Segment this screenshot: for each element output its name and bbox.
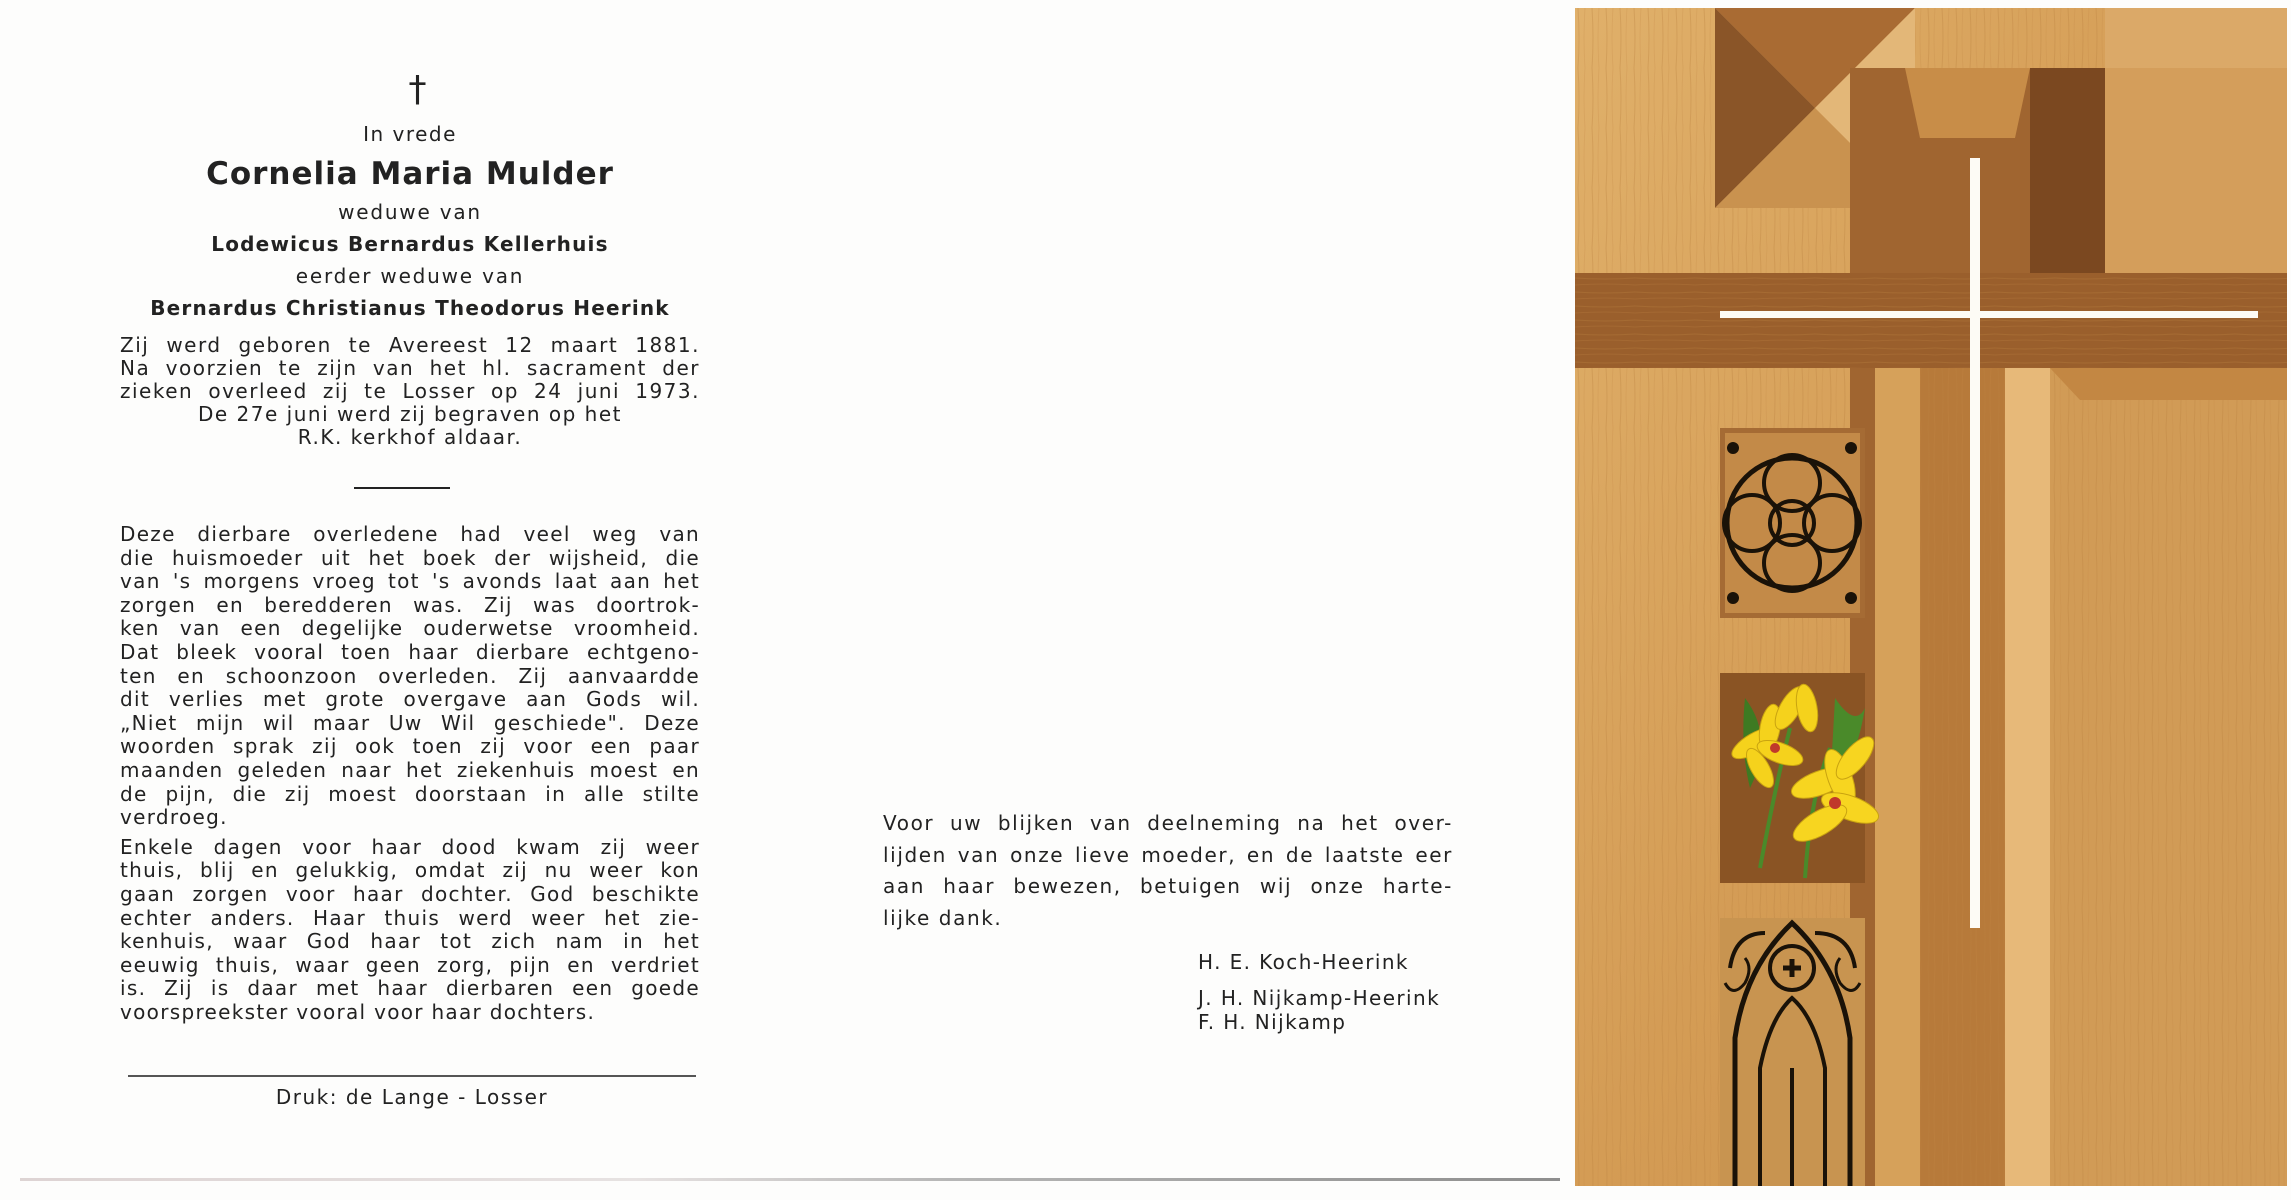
obituary-page bbox=[120, 70, 700, 1024]
deceased-name: Cornelia Maria Mulder bbox=[206, 156, 614, 192]
text-line: die huismoeder uit het boek der wijsheid, die bbox=[120, 545, 700, 570]
text-line: gaan zorgen voor haar dochter. God beschikte bbox=[120, 881, 700, 906]
cross-icon: † bbox=[408, 69, 427, 110]
text-line: eeuwig thuis, waar geen zorg, pijn en verdriet bbox=[120, 952, 700, 977]
text-line: ten en schoonzoon overleden. Zij aanvaardde bbox=[120, 663, 700, 688]
text-line: voorspreekster vooral voor haar dochters. bbox=[120, 999, 596, 1024]
card-bottom-edge bbox=[20, 1178, 1560, 1181]
signer-name: H. E. Koch-Heerink bbox=[1198, 950, 1409, 974]
text-line: verdroeg. bbox=[120, 805, 228, 830]
thanks-line: lijke dank. bbox=[883, 905, 1003, 930]
birth-line: zieken overleed zij te Losser op 24 juni 1973. bbox=[120, 379, 700, 403]
text-line: Enkele dagen voor haar dood kwam zij weer bbox=[120, 834, 700, 859]
text-line: „Niet mijn wil maar Uw Wil geschiede". Deze bbox=[120, 710, 700, 735]
birth-death-details bbox=[120, 334, 700, 449]
text-line: kenhuis, waar God haar tot zich nam in het bbox=[120, 929, 700, 954]
thanks-line: aan haar bewezen, betuigen wij onze harte- bbox=[883, 874, 1453, 898]
text-line: ken van een degelijke ouderwetse vroomheid. bbox=[120, 616, 700, 641]
birth-line: R.K. kerkhof aldaar. bbox=[297, 425, 523, 449]
text-line: is. Zij is daar met haar dierbaren een goede bbox=[120, 976, 700, 1001]
text-line: de pijn, die zij moest doorstaan in alle stilte bbox=[120, 781, 700, 806]
lily-flower-tile bbox=[1720, 673, 1882, 883]
section-divider bbox=[354, 487, 450, 489]
tribute-paragraph-1 bbox=[120, 523, 700, 830]
in-vrede-label: In vrede bbox=[363, 122, 457, 146]
text-line: thuis, blij en gelukkig, omdat zij nu weer kon bbox=[120, 858, 700, 883]
text-line: dit verlies met grote overgave aan Gods wil. bbox=[120, 687, 700, 712]
text-line: maanden geleden naar het ziekenhuis moest en bbox=[120, 757, 700, 782]
earlier-widow-of-label: eerder weduwe van bbox=[295, 264, 525, 288]
widow-of-label: weduwe van bbox=[338, 200, 482, 224]
text-line: Dat bleek vooral toen haar dierbare echtgeno- bbox=[120, 639, 700, 664]
birth-line: De 27e juni werd zij begraven op het bbox=[197, 402, 622, 426]
printer-credit: Druk: de Lange - Losser bbox=[275, 1085, 549, 1109]
inlaid-wood-cross-artwork bbox=[1575, 8, 2287, 1186]
signers-list bbox=[1198, 950, 1440, 1034]
thanks-text bbox=[883, 808, 1453, 934]
thanks-line: lijden van onze lieve moeder, en de laatste eer bbox=[883, 842, 1453, 867]
quatrefoil-tile bbox=[1720, 428, 1865, 618]
text-line: echter anders. Haar thuis werd weer het zie- bbox=[120, 905, 700, 930]
second-husband-name: Bernardus Christianus Theodorus Heerink bbox=[150, 296, 670, 320]
text-line: van 's morgens vroeg tot 's avonds laat aan het bbox=[120, 569, 700, 594]
gothic-window-tile bbox=[1720, 918, 1865, 1186]
signer-name: J. H. Nijkamp-Heerink bbox=[1198, 986, 1441, 1010]
first-husband-name: Lodewicus Bernardus Kellerhuis bbox=[211, 232, 609, 256]
tribute-paragraph-2 bbox=[120, 836, 700, 1025]
text-line: woorden sprak zij ook toen zij voor een paar bbox=[120, 734, 700, 759]
birth-line: Zij werd geboren te Avereest 12 maart 1881. bbox=[120, 333, 700, 357]
text-line: zorgen en beredderen was. Zij was doortrok- bbox=[120, 592, 700, 617]
thanks-line: Voor uw blijken van deelneming na het over- bbox=[883, 811, 1453, 835]
text-line: Deze dierbare overledene had veel weg van bbox=[120, 522, 700, 546]
birth-line: Na voorzien te zijn van het hl. sacrament der bbox=[120, 356, 700, 380]
signer-name: F. H. Nijkamp bbox=[1198, 1010, 1347, 1034]
footer-rule bbox=[128, 1075, 696, 1077]
